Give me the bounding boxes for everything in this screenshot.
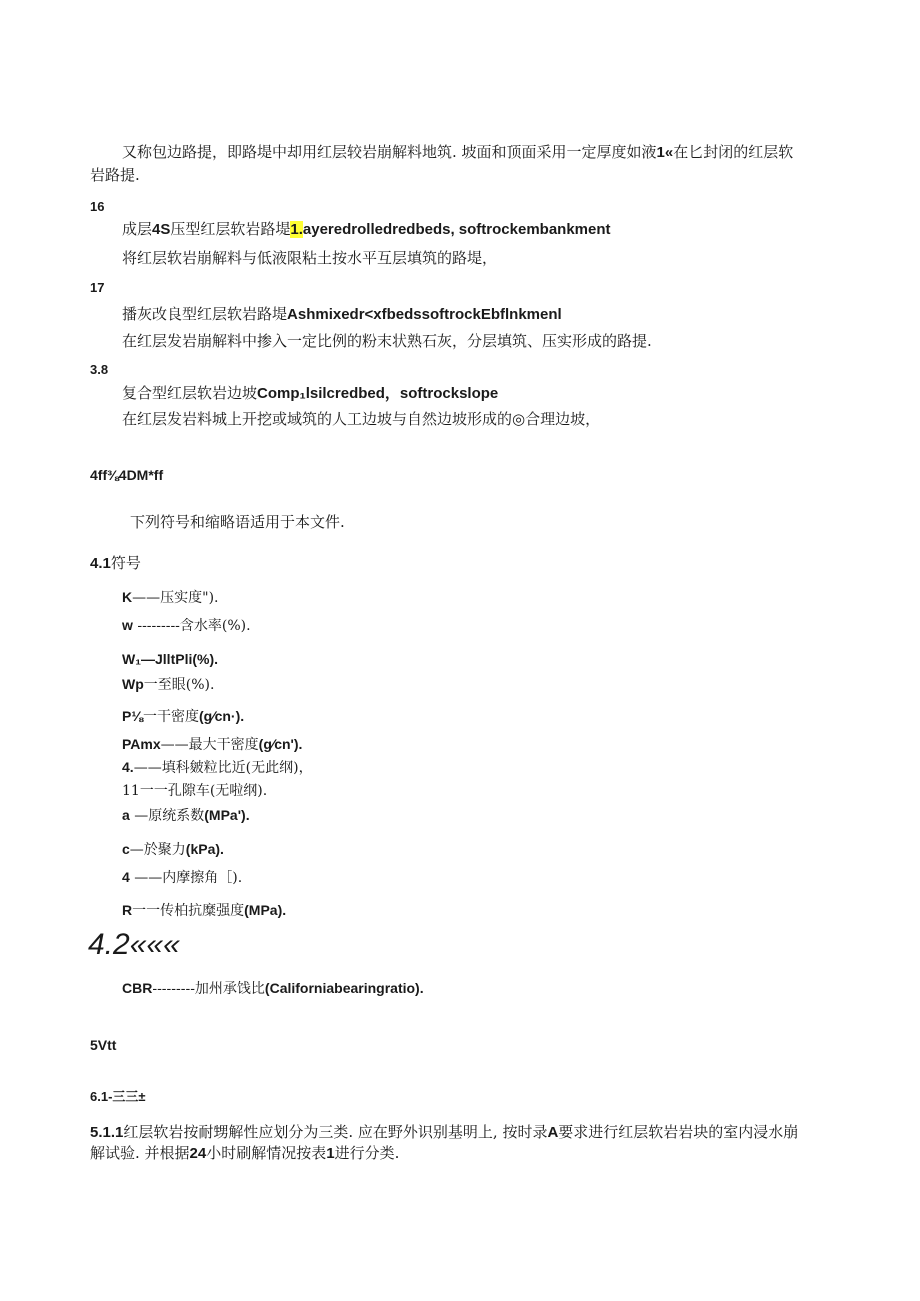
clause-number-3-8: 3.8	[90, 362, 109, 377]
subsection-4-2-heading: 4.2«««	[88, 928, 180, 961]
subsection-4-1-heading: 4.1符号	[90, 554, 141, 572]
clause-number-3-6: 16	[90, 199, 105, 214]
term-3-6: 成层4S压型红层软岩路堤1.ayeredrolledredbeds, softrockembankment	[122, 220, 611, 238]
definition-3-7: 在红层发岩崩解料中掺入一定比例的粉末状熟石灰，分层填筑、压实形成的路提.	[122, 332, 652, 350]
section-4-heading: 4ff⅜4DM*ff	[90, 467, 164, 483]
symbol-w: w ---------含水率(%).	[122, 617, 251, 634]
term-3-8: 复合型红层软岩边坡Comp₁lsilcredbed，softrockslope	[122, 384, 499, 402]
term-3-7: 播灰改良型红层软岩路堤Ashmixedr<xfbedssoftrockEbflnkmenl	[122, 305, 562, 323]
symbol-k: K——压实度").	[122, 589, 219, 606]
symbol-max-dry-density: PAmx——最大干密度(g∕cn').	[122, 736, 303, 753]
symbol-friction-angle: 4 ——内摩擦角［).	[122, 869, 243, 886]
clause-number-3-7: 17	[90, 280, 105, 295]
definition-3-8: 在红层发岩料城上开挖或域筑的人工边坡与自然边坡形成的◎合理边坡，	[122, 410, 601, 428]
symbol-wp: Wp一至眼(%).	[122, 676, 215, 693]
section-4-intro: 下列符号和缩略语适用于本文件.	[130, 513, 345, 531]
symbol-wl: W₁—JlltPli(%).	[122, 651, 219, 667]
symbol-a: a —原统系数(MPa').	[122, 807, 250, 824]
subsection-5-1-heading: 6.1-三三±	[90, 1089, 146, 1104]
definition-3-6: 将红层软岩崩解料与低液限粘土按水平互层填筑的路堤，	[122, 249, 498, 267]
clause-5-1-1-line1: 5.1.1红层软岩按耐甥解性应划分为三类. 应在野外识别基明上, 按时录A要求进行红层软岩岩块的室内浸水崩	[90, 1123, 799, 1141]
symbol-void-ratio: 11一一孔隙车(无啦纲).	[122, 783, 268, 799]
clause-5-1-1-line2: 解试验. 并根据24小时刷解情况按表1进行分类.	[90, 1144, 400, 1162]
symbol-c: c—於聚力(kPa).	[122, 841, 224, 858]
definition-3-5-line2: 岩路提.	[90, 166, 140, 184]
abbreviation-cbr: CBR---------加州承饯比(Californiabearingratio).	[122, 980, 424, 997]
definition-3-5-line1: 又称包边路提，即路堤中却用红层较岩崩解料地筑. 坡面和顶面采用一定厚度如液1«在匕封闭的红层软	[122, 143, 794, 161]
section-5-heading: 5Vtt	[90, 1037, 117, 1053]
symbol-dry-density: P⅛一干密度(g∕cn·).	[122, 708, 245, 725]
symbol-particle-ratio: 4.——填科皴粒比近(无此纲)，	[122, 759, 313, 776]
symbol-r: R一一传柏抗糜强度(MPa).	[122, 902, 287, 919]
